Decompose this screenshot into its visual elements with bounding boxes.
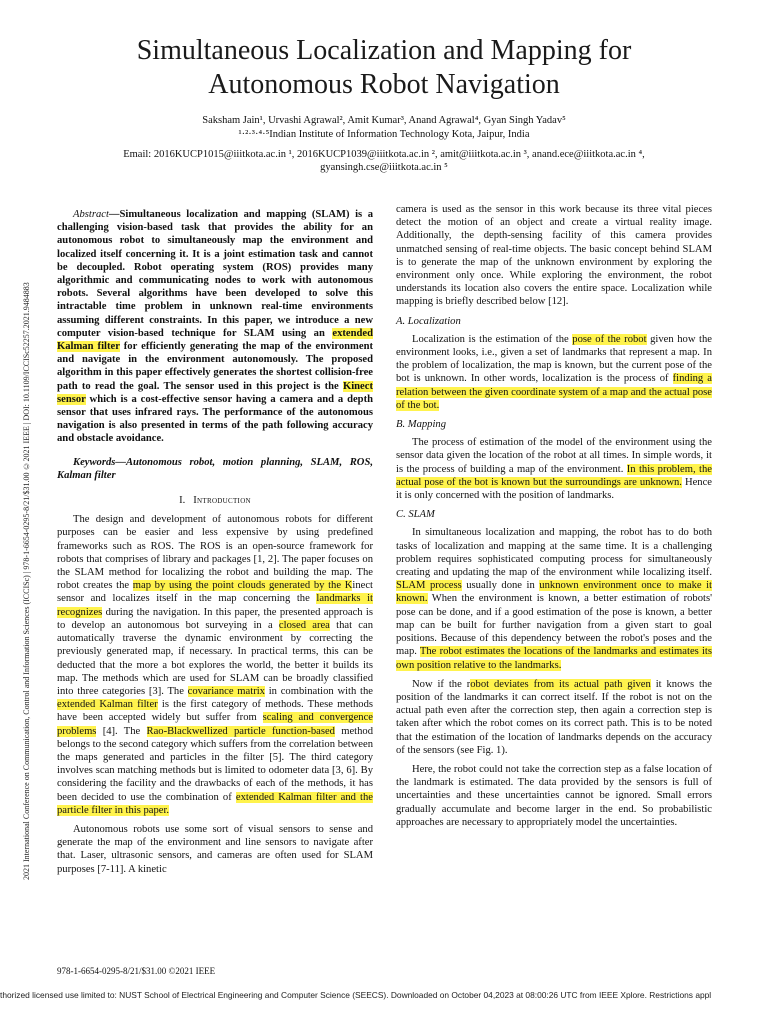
highlight: scaling and convergence problems (57, 712, 373, 737)
highlight: pose of the robot (572, 333, 647, 345)
abstract-label: Abstract (73, 209, 109, 220)
correction-paragraph (396, 678, 712, 757)
email-block (60, 148, 708, 174)
body-text: during the navigation. In this paper, the presented approach is to develop an autonomous bot surveying in a (57, 606, 373, 631)
highlight: map by using the point clouds generated by the K (132, 580, 353, 592)
intro-paragraph-continued: camera is used as the sensor in this work because its three vital pieces detect the motion of an object and create a virtual reality image. Additionally, the depth-sensing facility of this camera provides unmatched sensing of real-time objects. The basic concept behind SLAM is to generate the map of the unknown environment by exploring the environment only once. While exploring the environment, the robot understands its location also covers the entire space. Localization while mapping is briefly described below [12]. (396, 204, 712, 308)
abstract (57, 208, 373, 446)
highlight: Rao-Blackwellized particle function-based (146, 725, 335, 737)
highlight: SLAM process (396, 580, 462, 592)
section-heading-introduction (57, 494, 373, 507)
body-text: In simultaneous localization and mapping, the robot has to do both tasks of localization and mapping at the same time. It is a challenging problem requires sophisticated computing process for simultaneously creating and updating the map of the environment while localizing itself. (396, 527, 712, 579)
paper-title (60, 34, 708, 102)
body-text: Localization is the estimation of the (412, 333, 573, 345)
license-footer: thorized licensed use limited to: NUST School of Electrical Engineering and Computer Science (SEECS). Downloaded on October 04,2023 at 08:00:26 UTC from IEEE Xplore. Restrictions appl (0, 990, 712, 1000)
doi-sidebar: 2021 International Conference on Communication, Control and Information Sciences (ICCISc) | 978-1-6654-0295-8/21/$31.00 ©2021 IEEE | DOI: 10.1109/ICCISc52257.2021.9484883 (22, 282, 31, 880)
author-list: Saksham Jain¹, Urvashi Agrawal², Amit Kumar³, Anand Agrawal⁴, Gyan Singh Yadav⁵ (202, 115, 566, 126)
highlight: unknown environment once to make it known. (396, 580, 712, 605)
author-block (60, 114, 708, 142)
email-line-1: Email: 2016KUCP1015@iiitkota.ac.in ¹, 2016KUCP1039@iiitkota.ac.in ², amit@iiitkota.ac.in ³, anand.ece@iiitkota.ac.in ⁴, (123, 149, 645, 160)
intro-paragraph-1 (57, 513, 373, 817)
body-text: Hence it is only concerned with the position of landmarks. (396, 476, 712, 502)
abstract-text: for efficiently generating the map of the environment and navigate in the environment autonomously. The proposed algorithm in this paper effectively generates the shortest collision-free path to read the goal. The sensor used in this project is the (57, 341, 373, 392)
slam-paragraph (396, 526, 712, 671)
highlight: covariance matrix (187, 685, 265, 697)
body-text: that can automatically traverse the dynamic environment by correcting the previously generated map, if necessary. In practical terms, this can be deducted that the more a bot explores the world, the better it builds its map. The methods which are used for SLAM can be broadly classified into three categories [3]. The (57, 619, 373, 697)
left-column (57, 208, 373, 882)
abstract-dash: — (108, 209, 120, 220)
body-text: usually done in (461, 580, 540, 592)
section-number: I. (179, 495, 186, 507)
body-text: given how the environment looks, i.e., given a set of landmarks that represent a map. In the problem of localization, the map is known, but the current pose of the bot is unknown. In other words, localization is the process of (396, 333, 712, 385)
body-text: in combination with the (264, 685, 373, 697)
email-line-2: gyansingh.cse@iiitkota.ac.in ⁵ (320, 162, 448, 173)
highlight: Kinect sensor (57, 380, 373, 405)
body-text: inect sensor and localizes itself in the map concerning the (57, 580, 373, 605)
title-line-1: Simultaneous Localization and Mapping for (136, 35, 632, 66)
body-text: The process of estimation of the model of the environment using the sensor data given the location of the robot at all times. In simple words, it is the process of building a map of the environment. (396, 437, 712, 475)
highlight: extended Kalman filter (57, 327, 373, 353)
highlight: extended Kalman filter and the particle filter in this paper. (57, 791, 373, 816)
highlight: finding a relation between the given coordinate system of a map and the actual pose of the bot. (396, 373, 712, 411)
highlight: obot deviates from its actual path given (470, 678, 651, 690)
body-text: method belongs to the second category which suffers from the correlation between the maps generated and particles in the filter [5]. The third category involves scan matching methods but is limited to odometer data [3, 6]. By considering the facility and the drawbacks of each of the methods, it has been decided to use the combination of (57, 725, 373, 803)
affiliation: ¹·²·³·⁴·⁵Indian Institute of Information Technology Kota, Jaipur, India (238, 129, 530, 140)
body-text: is the first category of methods. These methods have been accepted widely but suffer from (57, 699, 373, 724)
subsection-heading-mapping: B. Mapping (396, 419, 447, 431)
right-column (396, 203, 712, 835)
highlight: In this problem, the actual pose of the bot is known but the surroundings are unknown. (396, 463, 712, 488)
abstract-text: which is a cost-effective sensor having a camera and a depth sensor that uses infrared rays. The performance of the autonomous navigation is also presented in terms of the path following accuracy and obstacle avoidance. (57, 393, 373, 445)
subsection-heading-localization: A. Localization (396, 315, 461, 327)
body-text: The design and development of autonomous robots for different purposes can be easier and less expensive by using predefined frameworks such as ROS. The ROS is an open-source framework for robots that comprises of library and packages [1, 2]. The paper focuses on the SLAM method for localizing the robot and building the map. The robot creates the (57, 514, 373, 592)
subsection-heading-slam: C. SLAM (396, 509, 435, 521)
highlight: closed area (278, 619, 330, 631)
intro-paragraph-2: Autonomous robots use some sort of visual sensors to sense and generate the map of the environment and line sensors to navigate after that. Laser, ultrasonic sensors, and cameras are often used for SLAM purposes [7-11]. A kinetic (57, 823, 373, 875)
highlight: extended Kalman filter (57, 699, 158, 711)
mapping-paragraph (396, 436, 712, 502)
abstract-text: Simultaneous localization and mapping (SLAM) is a challenging vision-based task that provides the ability for an autonomous robot to simultaneously map the environment and localized itself concerning it. It is a joint estimation task and cannot be decoupled. Robot operating system (ROS) provides many algorithmic and communicating nodes to work with autonomous robots. Several algorithms have been developed to solve this intractable time problem in unknown real-time environments assuming different constraints. In this paper, we introduce a new computer vision-based technique for SLAM using an (57, 209, 373, 339)
body-text: When the environment is known, a better estimation of robots' pose can be done, and if a good estimation of the pose is known, a better map can be built for further navigation from a given start to goal positions. Because of this dependency between the robot's poses and the map. (396, 593, 712, 658)
body-text: Now if the r (412, 678, 471, 690)
keywords: Keywords—Autonomous robot, motion planning, SLAM, ROS, Kalman filter (57, 456, 373, 481)
section-title: Introduction (193, 495, 251, 507)
body-text: [4]. The (96, 725, 147, 737)
uncertainty-paragraph: Here, the robot could not take the correction step as a false location of the landmark is estimated. The data provided by the sensors is full of uncertainties and these uncertainties cannot be ignored. Small errors gradually accumulate and become larger in the end. So probabilistic approaches are necessary to appropriately model the uncertainties. (396, 763, 712, 828)
body-text: it knows the position of the landmarks it can correct itself. If the robot is not on the actual path even after the correction step, then again a correction step is taken after which the robot comes on its correct path. This is to be noted that the estimation of the location of landmarks depends on the accuracy of the sensors (see Fig. 1). (396, 678, 712, 756)
title-line-2: Autonomous Robot Navigation (208, 69, 560, 100)
highlight: The robot estimates the locations of the landmarks and estimates its own position relative to the landmarks. (396, 646, 712, 671)
localization-paragraph (396, 333, 712, 412)
copyright-footer: 978-1-6654-0295-8/21/$31.00 ©2021 IEEE (57, 966, 216, 976)
highlight: landmarks it recognizes (57, 593, 373, 618)
